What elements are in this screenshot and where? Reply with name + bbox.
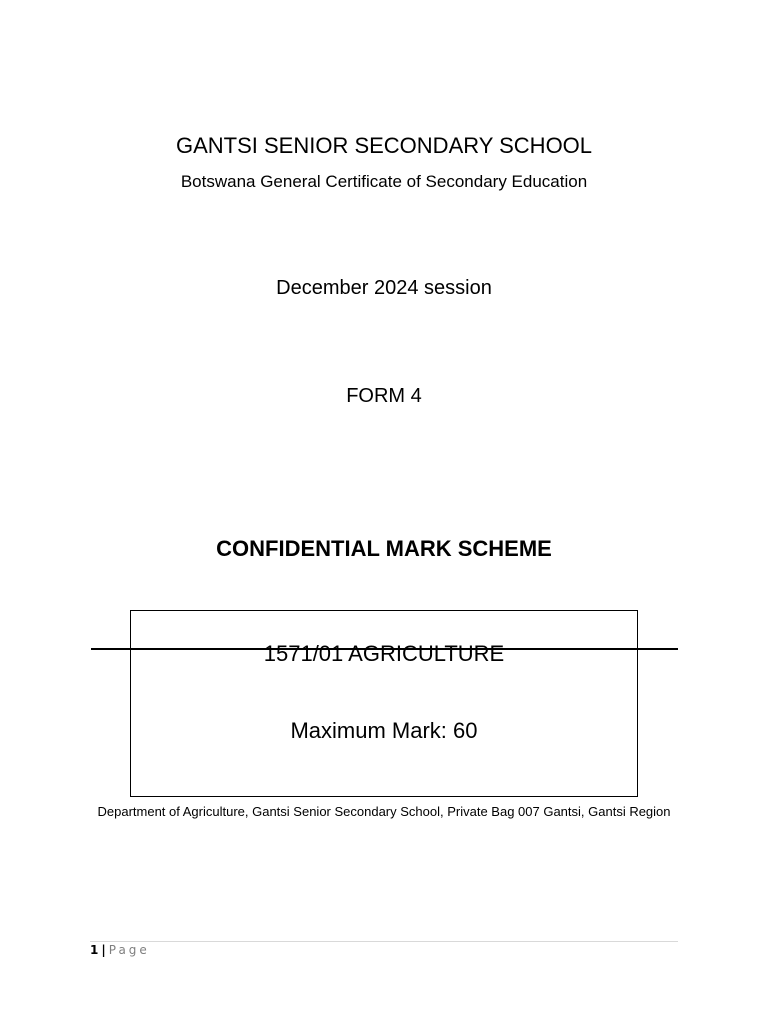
strikethrough-line (91, 648, 678, 650)
footer-separator: | (101, 943, 106, 957)
paper-info-box (130, 610, 638, 797)
maximum-mark: Maximum Mark: 60 (290, 718, 478, 743)
certificate-name: Botswana General Certificate of Secondary Education (180, 172, 588, 191)
document-title: CONFIDENTIAL MARK SCHEME (216, 536, 552, 561)
form-level: FORM 4 (346, 385, 422, 407)
department-address: Department of Agriculture, Gantsi Senior Secondary School, Private Bag 007 Gantsi, Gantsi Region (97, 804, 671, 819)
footer-divider (90, 941, 678, 942)
page-number: 1 (90, 943, 99, 957)
page-label: Page (108, 943, 150, 957)
school-name: GANTSI SENIOR SECONDARY SCHOOL (175, 133, 593, 158)
page-footer (90, 943, 150, 957)
exam-session: December 2024 session (276, 277, 492, 299)
paper-code-subject: 1571/01 AGRICULTURE (263, 641, 505, 666)
